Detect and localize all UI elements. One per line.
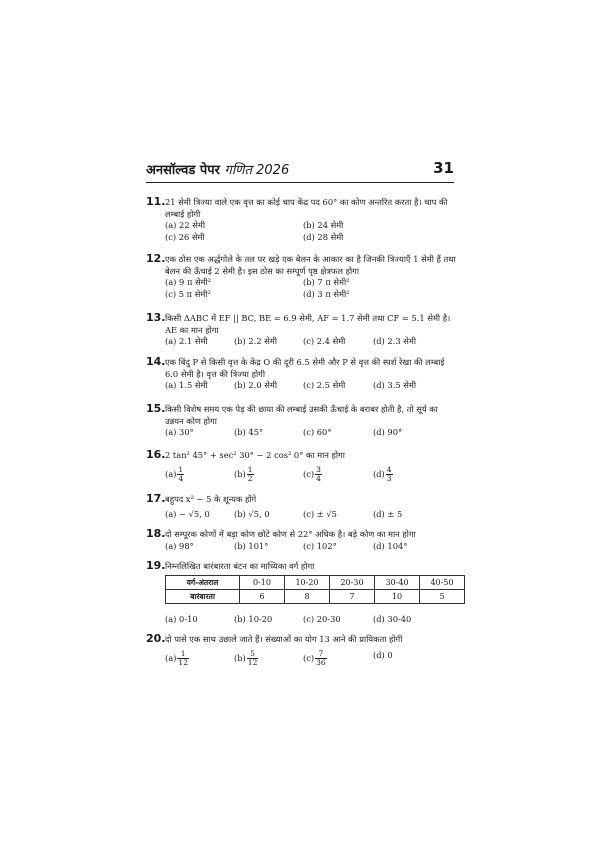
option-a: (a) 22 सेमी bbox=[165, 220, 205, 230]
table-header-label: वर्ग-अंतराल bbox=[166, 576, 240, 590]
question-number: 17. bbox=[146, 492, 166, 505]
table-row-label: बारंबारता bbox=[166, 590, 240, 604]
table-cell: 10-20 bbox=[285, 576, 330, 590]
question-number: 13. bbox=[146, 311, 166, 324]
question-13 bbox=[146, 313, 456, 348]
fraction: $\frac{1}{4}$ bbox=[178, 464, 184, 483]
option-b: (b) √5, 0 bbox=[234, 508, 270, 519]
options-row bbox=[165, 541, 456, 553]
table-cell: 0-10 bbox=[240, 576, 285, 590]
question-number: 11. bbox=[146, 195, 166, 208]
question-14 bbox=[146, 357, 456, 392]
question-text: किसी विशेष समय एक पेड़ की छाया की लम्बाई उसकी ऊँचाई के बराबर होती है, तो सूर्य का उन्नयन कोण होगा bbox=[165, 404, 438, 426]
table-row bbox=[166, 576, 465, 590]
table-cell: 6 bbox=[240, 590, 285, 604]
table-row bbox=[166, 590, 465, 604]
option-d: (d) 3 π सेमी² bbox=[303, 288, 350, 299]
question-text: 21 सेमी त्रिज्या वाले एक वृत्त का कोई चाप केंद्र पद 60° का कोण अन्तरित करता है। चाप की लम्बाई होगी bbox=[165, 197, 448, 219]
option-c: (c) 2.4 सेमी bbox=[303, 336, 346, 346]
table-cell: 40-50 bbox=[420, 576, 465, 590]
option-b: (b) 101° bbox=[234, 540, 269, 551]
option-a: (a) − √5, 0 bbox=[165, 508, 210, 519]
option-d: (d) 104° bbox=[373, 540, 408, 551]
option-a: (a) 9 π सेमी² bbox=[165, 277, 212, 287]
option-d: (d) 28 सेमी bbox=[303, 231, 344, 242]
fraction: $\frac{4}{3}$ bbox=[386, 464, 392, 483]
option-b: (b) 2.0 सेमी bbox=[234, 380, 277, 390]
options-row bbox=[165, 380, 456, 392]
option-d: (d) 3.5 सेमी bbox=[373, 380, 416, 390]
options-row bbox=[165, 232, 456, 244]
options-row bbox=[165, 462, 456, 484]
option-c: (c) $\frac{3}{4}$ bbox=[303, 464, 321, 483]
question-number: 12. bbox=[146, 252, 166, 265]
question-number: 14. bbox=[146, 355, 166, 368]
option-b: (b) 7 π सेमी² bbox=[303, 277, 350, 287]
question-number: 20. bbox=[146, 632, 166, 645]
question-20 bbox=[146, 634, 456, 668]
question-number: 19. bbox=[146, 559, 166, 572]
question-text: किसी ΔABC में EF || BC, BE = 6.9 सेमी, AF = 1.7 सेमी तथा CF = 5.1 सेमी है। AE का मान होगा bbox=[165, 313, 451, 335]
question-text: दो सम्पूरक कोणों में बड़ा कोण छोटे कोण से 22° अधिक है। बड़े कोण का मान होगा bbox=[165, 529, 416, 539]
option-a: (a) 1.5 सेमी bbox=[165, 380, 208, 390]
option-b: (b) 2.2 सेमी bbox=[234, 336, 277, 346]
options-row bbox=[165, 336, 456, 348]
table-cell: 7 bbox=[330, 590, 375, 604]
header-subtitle: गणित 2026 bbox=[224, 163, 290, 178]
question-text: निम्नलिखित बारंबारता बंटन का माध्यिका वर्ग होगा bbox=[165, 561, 315, 571]
option-c: (c) $\frac{7}{36}$ bbox=[303, 648, 326, 667]
page-header bbox=[146, 160, 454, 180]
option-c: (c) 20-30 bbox=[303, 614, 341, 624]
question-text: एक ठोस एक अर्द्धगोले के तल पर खड़े एक बेलन के आकार का है जिनकी त्रिज्याएँ 1 सेमी हैं तथा बेलन की ऊँचाई 2 सेमी है। इस ठोस का सम्पूर्ण पृष्ठ क्षेत्रफल होगा bbox=[165, 254, 456, 276]
question-text: दो पासे एक साथ उछाले जाते हैं। संख्याओं का योग 13 आने की प्रायिकता होगी bbox=[165, 634, 403, 644]
option-a: (a) 0-10 bbox=[165, 614, 198, 624]
option-a: (a) $\frac{1}{12}$ bbox=[165, 648, 188, 667]
option-d: (d) 90° bbox=[373, 427, 403, 437]
option-a: (a) 2.1 सेमी bbox=[165, 336, 208, 346]
option-d: (d) 30-40 bbox=[373, 614, 412, 624]
option-b: (b) 24 सेमी bbox=[303, 220, 344, 230]
question-19 bbox=[146, 561, 456, 573]
option-d: (d) 0 bbox=[373, 649, 393, 660]
fraction: $\frac{1}{12}$ bbox=[178, 648, 188, 667]
page-number: 31 bbox=[433, 159, 454, 177]
options-row bbox=[165, 220, 456, 232]
option-b: (b) $\frac{5}{12}$ bbox=[234, 648, 258, 667]
question-17 bbox=[146, 494, 456, 520]
question-text: 2 tan² 45° + sec² 30° − 2 cos² 0° का मान होगा bbox=[165, 450, 345, 460]
question-number: 15. bbox=[146, 402, 166, 415]
options-row bbox=[165, 509, 456, 521]
option-d: (d) $\frac{4}{3}$ bbox=[373, 464, 392, 483]
option-c: (c) 26 सेमी bbox=[165, 231, 205, 242]
option-c: (c) ± √5 bbox=[303, 508, 337, 519]
question-12 bbox=[146, 254, 456, 300]
option-d: (d) 2.3 सेमी bbox=[373, 336, 416, 346]
options-row bbox=[165, 289, 456, 301]
question-19-options bbox=[146, 614, 456, 626]
option-b: (b) 45° bbox=[234, 427, 264, 437]
question-18 bbox=[146, 529, 456, 552]
fraction: $\frac{3}{4}$ bbox=[316, 464, 321, 483]
table-cell: 8 bbox=[285, 590, 330, 604]
option-b: (b) $\frac{1}{2}$ bbox=[234, 464, 253, 483]
table-cell: 5 bbox=[420, 590, 465, 604]
option-c: (c) 60° bbox=[303, 427, 332, 437]
options-row bbox=[165, 277, 456, 289]
fraction: $\frac{5}{12}$ bbox=[247, 648, 258, 667]
table-cell: 10 bbox=[375, 590, 420, 604]
fraction: $\frac{7}{36}$ bbox=[316, 648, 326, 667]
question-15 bbox=[146, 404, 456, 439]
fraction: $\frac{1}{2}$ bbox=[247, 464, 253, 483]
options-row bbox=[165, 646, 456, 668]
question-number: 16. bbox=[146, 448, 166, 461]
header-rule bbox=[146, 182, 454, 183]
table-cell: 20-30 bbox=[330, 576, 375, 590]
question-text: एक बिंदु P से किसी वृत्त के केंद्र O की दूरी 6.5 सेमी और P से वृत्त की स्पर्श रेखा की लम्बाई 6.0 सेमी है। वृत्त की त्रिज्या होगी bbox=[165, 357, 445, 379]
table-cell: 30-40 bbox=[375, 576, 420, 590]
option-a: (a) $\frac{1}{4}$ bbox=[165, 464, 184, 483]
question-16 bbox=[146, 450, 456, 484]
option-b: (b) 10-20 bbox=[234, 614, 273, 624]
option-c: (c) 2.5 सेमी bbox=[303, 380, 346, 390]
options-row bbox=[165, 614, 456, 626]
options-row bbox=[165, 427, 456, 439]
option-c: (c) 102° bbox=[303, 540, 337, 551]
question-11 bbox=[146, 197, 456, 243]
option-d: (d) ± 5 bbox=[373, 508, 403, 519]
question-number: 18. bbox=[146, 527, 166, 540]
header-title: अनसॉल्वड पेपर गणित 2026 bbox=[146, 163, 290, 178]
option-c: (c) 5 π सेमी² bbox=[165, 288, 211, 299]
option-a: (a) 98° bbox=[165, 540, 194, 551]
option-a: (a) 30° bbox=[165, 427, 194, 437]
frequency-table bbox=[165, 575, 465, 604]
question-text: बहुपद x² − 5 के शून्यक होंगे bbox=[165, 494, 257, 504]
